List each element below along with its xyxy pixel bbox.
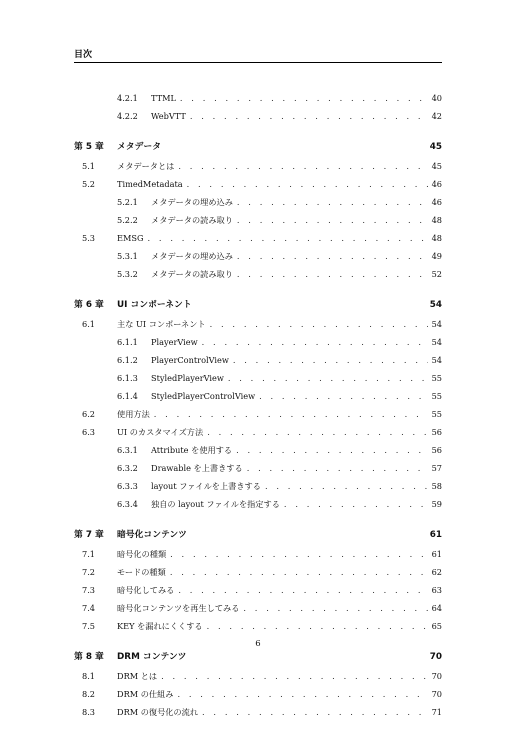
toc-dot-leader <box>237 193 428 211</box>
toc-entry-title: StyledPlayerView <box>151 373 224 383</box>
toc-entry-title: 使用方法 <box>117 409 150 419</box>
toc-entry-number: 6.1.2 <box>117 355 138 365</box>
toc-entry-page: 70 <box>431 671 442 681</box>
page-number: 6 <box>255 639 261 649</box>
toc-entry-page: 49 <box>431 251 442 261</box>
toc-entry-title: モードの種類 <box>117 567 166 577</box>
toc-entry-page: 61 <box>429 530 442 540</box>
toc-entry <box>74 617 442 635</box>
toc-entry-title: メタデータとは <box>117 161 175 171</box>
toc-entry-title: メタデータの読み取り <box>151 215 233 225</box>
toc-entry-number: 6.3.2 <box>117 463 138 473</box>
toc-entry-title: 独自の layout ファイルを指定する <box>151 499 280 509</box>
toc-dot-leader <box>154 405 428 423</box>
toc-dot-leader <box>237 265 428 283</box>
toc-entry-page: 54 <box>431 355 442 365</box>
toc-dot-leader <box>243 599 427 617</box>
toc-entry-title: StyledPlayerControlView <box>151 391 256 401</box>
toc-entry <box>74 89 442 107</box>
toc-chapter-entry <box>74 525 442 545</box>
toc-entry-page: 55 <box>431 373 442 383</box>
toc-entry-title: layout ファイルを上書きする <box>151 481 261 491</box>
toc-entry-number: 5.3.2 <box>117 269 138 279</box>
toc-entry-page: 57 <box>431 463 442 473</box>
toc-entry-title: 主な UI コンポーネント <box>117 319 206 329</box>
toc-dot-leader <box>237 211 428 229</box>
toc-entry-page: 48 <box>431 233 442 243</box>
toc-dot-leader <box>207 423 427 441</box>
toc-entry-page: 70 <box>429 652 442 662</box>
toc-entry-page: 45 <box>431 161 442 171</box>
toc-entry-title: WebVTT <box>151 111 186 121</box>
toc-entry-title: TTML <box>151 93 176 103</box>
toc-entry-number: 8.3 <box>82 707 96 717</box>
toc-entry <box>74 459 442 477</box>
toc-entry-number: 4.2.2 <box>117 111 138 121</box>
toc-dot-leader <box>247 459 428 477</box>
toc-entry <box>74 441 442 459</box>
toc-entry-page: 55 <box>431 391 442 401</box>
toc-entry-title: メタデータの埋め込み <box>151 251 233 261</box>
toc-entry-number: 7.3 <box>82 585 96 595</box>
toc-entry-number: 6.1.3 <box>117 373 138 383</box>
toc-entry <box>74 685 442 703</box>
toc-entry <box>74 667 442 685</box>
toc-entry-number: 7.4 <box>82 603 96 613</box>
running-header: 目次 <box>74 47 442 63</box>
toc-entry-title: PlayerControlView <box>151 355 229 365</box>
toc-entry-title: UI コンポーネント <box>117 300 192 310</box>
toc-entry <box>74 495 442 513</box>
toc-entry <box>74 229 442 247</box>
toc-entry <box>74 211 442 229</box>
toc-entry-title: Attribute を使用する <box>151 445 233 455</box>
toc-entry-page: 71 <box>431 707 442 717</box>
toc-entry-page: 64 <box>431 603 442 613</box>
toc-entry-number: 7.1 <box>82 549 96 559</box>
toc-entry <box>74 333 442 351</box>
toc-dot-leader <box>202 703 428 721</box>
toc-entry-number: 4.2.1 <box>117 93 138 103</box>
toc-entry <box>74 175 442 193</box>
toc-entry <box>74 423 442 441</box>
toc-entry <box>74 193 442 211</box>
toc-entry-title: DRM コンテンツ <box>117 652 187 662</box>
toc-entry-title: 暗号化コンテンツ <box>117 530 187 540</box>
toc-entry-number: 第 7 章 <box>74 530 104 540</box>
toc-dot-leader <box>187 175 428 193</box>
toc-dot-leader <box>190 107 428 125</box>
toc-entry-number: 5.2 <box>82 179 96 189</box>
toc-entry-page: 55 <box>431 409 442 419</box>
toc-entry-page: 56 <box>431 445 442 455</box>
toc-entry-number: 7.2 <box>82 567 96 577</box>
toc-entry-number: 8.2 <box>82 689 96 699</box>
toc-entry-number: 6.2 <box>82 409 96 419</box>
toc-entry-title: 暗号化してみる <box>117 585 175 595</box>
toc-entry <box>74 387 442 405</box>
toc-entry-title: DRM の復号化の流れ <box>117 707 199 717</box>
toc-entry-title: KEY を漏れにくくする <box>117 621 203 631</box>
toc-entry-title: メタデータの読み取り <box>151 269 233 279</box>
toc-dot-leader <box>233 351 428 369</box>
toc-entry <box>74 405 442 423</box>
table-of-contents <box>74 89 442 721</box>
toc-entry <box>74 703 442 721</box>
toc-entry-title: メタデータ <box>117 142 161 152</box>
toc-entry-page: 59 <box>431 499 442 509</box>
toc-dot-leader <box>178 581 427 599</box>
toc-dot-leader <box>202 333 428 351</box>
toc-entry <box>74 369 442 387</box>
toc-dot-leader <box>284 495 428 513</box>
toc-entry-page: 46 <box>431 179 442 189</box>
toc-entry <box>74 265 442 283</box>
toc-entry-page: 65 <box>431 621 442 631</box>
toc-entry <box>74 545 442 563</box>
toc-entry-page: 54 <box>429 300 442 310</box>
toc-entry-number: 6.1.1 <box>117 337 138 347</box>
toc-entry-number: 第 8 章 <box>74 652 104 662</box>
toc-chapter-entry <box>74 137 442 157</box>
toc-entry-number: 5.3.1 <box>117 251 138 261</box>
toc-entry-page: 56 <box>431 427 442 437</box>
toc-entry-page: 61 <box>431 549 442 559</box>
toc-dot-leader <box>178 157 427 175</box>
toc-entry-title: 暗号化コンテンツを再生してみる <box>117 603 240 613</box>
toc-chapter-entry <box>74 647 442 667</box>
toc-entry-page: 54 <box>431 337 442 347</box>
toc-entry-number: 8.1 <box>82 671 96 681</box>
toc-entry <box>74 351 442 369</box>
toc-entry-number: 5.2.1 <box>117 197 138 207</box>
toc-entry-number: 6.1 <box>82 319 96 329</box>
toc-entry-number: 7.5 <box>82 621 96 631</box>
toc-dot-leader <box>265 477 428 495</box>
toc-entry-number: 6.3.3 <box>117 481 138 491</box>
toc-dot-leader <box>207 617 428 635</box>
toc-dot-leader <box>228 369 428 387</box>
toc-entry-title: DRM とは <box>117 671 158 681</box>
toc-entry-title: UI のカスタマイズ方法 <box>117 427 204 437</box>
toc-entry <box>74 563 442 581</box>
toc-entry-page: 58 <box>431 481 442 491</box>
toc-dot-leader <box>161 667 427 685</box>
toc-entry <box>74 157 442 175</box>
toc-entry-page: 54 <box>431 319 442 329</box>
toc-entry-number: 第 5 章 <box>74 142 104 152</box>
toc-entry-page: 63 <box>431 585 442 595</box>
toc-dot-leader <box>210 315 428 333</box>
toc-dot-leader <box>170 545 427 563</box>
toc-entry <box>74 107 442 125</box>
toc-entry <box>74 477 442 495</box>
toc-chapter-entry <box>74 295 442 315</box>
toc-entry-number: 6.3 <box>82 427 96 437</box>
toc-entry <box>74 247 442 265</box>
toc-entry-number: 6.3.4 <box>117 499 138 509</box>
toc-dot-leader <box>236 441 428 459</box>
toc-entry-number: 5.1 <box>82 161 96 171</box>
toc-entry-title: メタデータの埋め込み <box>151 197 233 207</box>
toc-entry-page: 62 <box>431 567 442 577</box>
toc-entry-title: Drawable を上書きする <box>151 463 243 473</box>
toc-entry-page: 40 <box>431 93 442 103</box>
toc-dot-leader <box>259 387 427 405</box>
toc-entry-title: DRM の仕組み <box>117 689 174 699</box>
toc-dot-leader <box>180 89 428 107</box>
toc-entry-number: 第 6 章 <box>74 300 104 310</box>
toc-entry-number: 6.1.4 <box>117 391 138 401</box>
toc-entry-title: 暗号化の種類 <box>117 549 167 559</box>
toc-entry-page: 48 <box>431 215 442 225</box>
toc-entry-number: 6.3.1 <box>117 445 138 455</box>
toc-entry-title: EMSG <box>117 233 144 243</box>
toc-entry-number: 5.3 <box>82 233 96 243</box>
toc-dot-leader <box>177 685 427 703</box>
toc-entry <box>74 599 442 617</box>
toc-entry-title: PlayerView <box>151 337 198 347</box>
toc-entry-number: 5.2.2 <box>117 215 138 225</box>
toc-entry-page: 42 <box>431 111 442 121</box>
toc-entry-title: TimedMetadata <box>117 179 183 189</box>
toc-dot-leader <box>148 229 428 247</box>
toc-entry-page: 52 <box>431 269 442 279</box>
toc-entry <box>74 581 442 599</box>
toc-entry <box>74 315 442 333</box>
toc-entry-page: 70 <box>431 689 442 699</box>
toc-dot-leader <box>237 247 428 265</box>
toc-dot-leader <box>170 563 428 581</box>
toc-entry-page: 46 <box>431 197 442 207</box>
toc-entry-page: 45 <box>429 142 442 152</box>
